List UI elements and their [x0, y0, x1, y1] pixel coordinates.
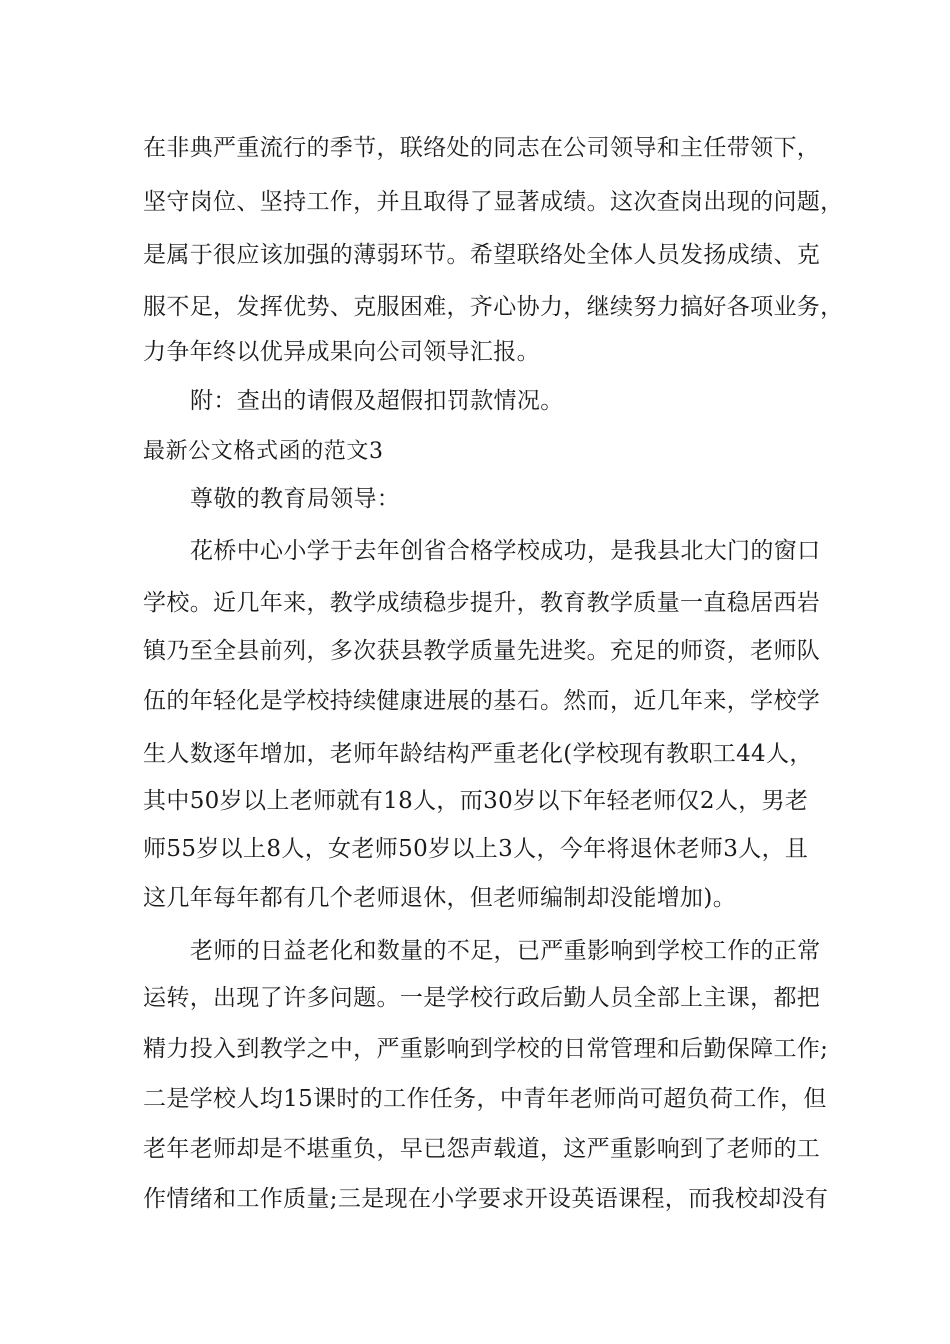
paragraph-line: 老年老师却是不堪重负，早已怨声载道，这严重影响到了老师的工 [143, 1136, 821, 1162]
paragraph-line: 师55岁以上8人，女老师50岁以上3人，今年将退休老师3人，且 [143, 836, 809, 862]
paragraph-line: 运转，出现了许多问题。一是学校行政后勤人员全部上主课，都把 [143, 985, 821, 1011]
paragraph-line: 学校。近几年来，教学成绩稳步提升，教育教学质量一直稳居西岩 [143, 590, 821, 616]
section-heading: 最新公文格式函的范文3 [143, 439, 384, 464]
paragraph-line: 镇乃至全县前列，多次获县教学质量先进奖。充足的师资，老师队 [143, 638, 821, 664]
paragraph-line: 老师的日益老化和数量的不足，已严重影响到学校工作的正常 [190, 938, 821, 964]
paragraph-line: 在非典严重流行的季节，联络处的同志在公司领导和主任带领下， [143, 135, 821, 161]
paragraph-line: 作情绪和工作质量;三是现在小学要求开设英语课程，而我校却没有 [143, 1186, 829, 1212]
paragraph-line: 二是学校人均15课时的工作任务，中青年老师尚可超负荷工作，但 [143, 1086, 827, 1112]
paragraph-line: 生人数逐年增加，老师年龄结构严重老化(学校现有教职工44人， [143, 741, 813, 767]
paragraph-line: 是属于很应该加强的薄弱环节。希望联络处全体人员发扬成绩、克 [143, 242, 821, 268]
paragraph-line: 力争年终以优异成果向公司领导汇报。 [143, 339, 540, 365]
paragraph-line: 这几年每年都有几个老师退休，但老师编制却没能增加)。 [143, 885, 737, 911]
salutation: 尊敬的教育局领导： [190, 486, 401, 512]
paragraph-line: 其中50岁以上老师就有18人，而30岁以下年轻老师仅2人，男老 [143, 788, 809, 814]
paragraph-line: 精力投入到教学之中，严重影响到学校的日常管理和后勤保障工作; [143, 1036, 829, 1062]
paragraph-line: 坚守岗位、坚持工作，并且取得了显著成绩。这次查岗出现的问题， [143, 189, 844, 215]
paragraph-line: 花桥中心小学于去年创省合格学校成功，是我县北大门的窗口 [190, 538, 821, 564]
paragraph-line: 服不足，发挥优势、克服困难，齐心协力，继续努力搞好各项业务， [143, 294, 844, 320]
paragraph-line: 伍的年轻化是学校持续健康进展的基石。然而，近几年来，学校学 [143, 688, 821, 714]
attachment-note: 附：查出的请假及超假扣罚款情况。 [190, 388, 564, 414]
